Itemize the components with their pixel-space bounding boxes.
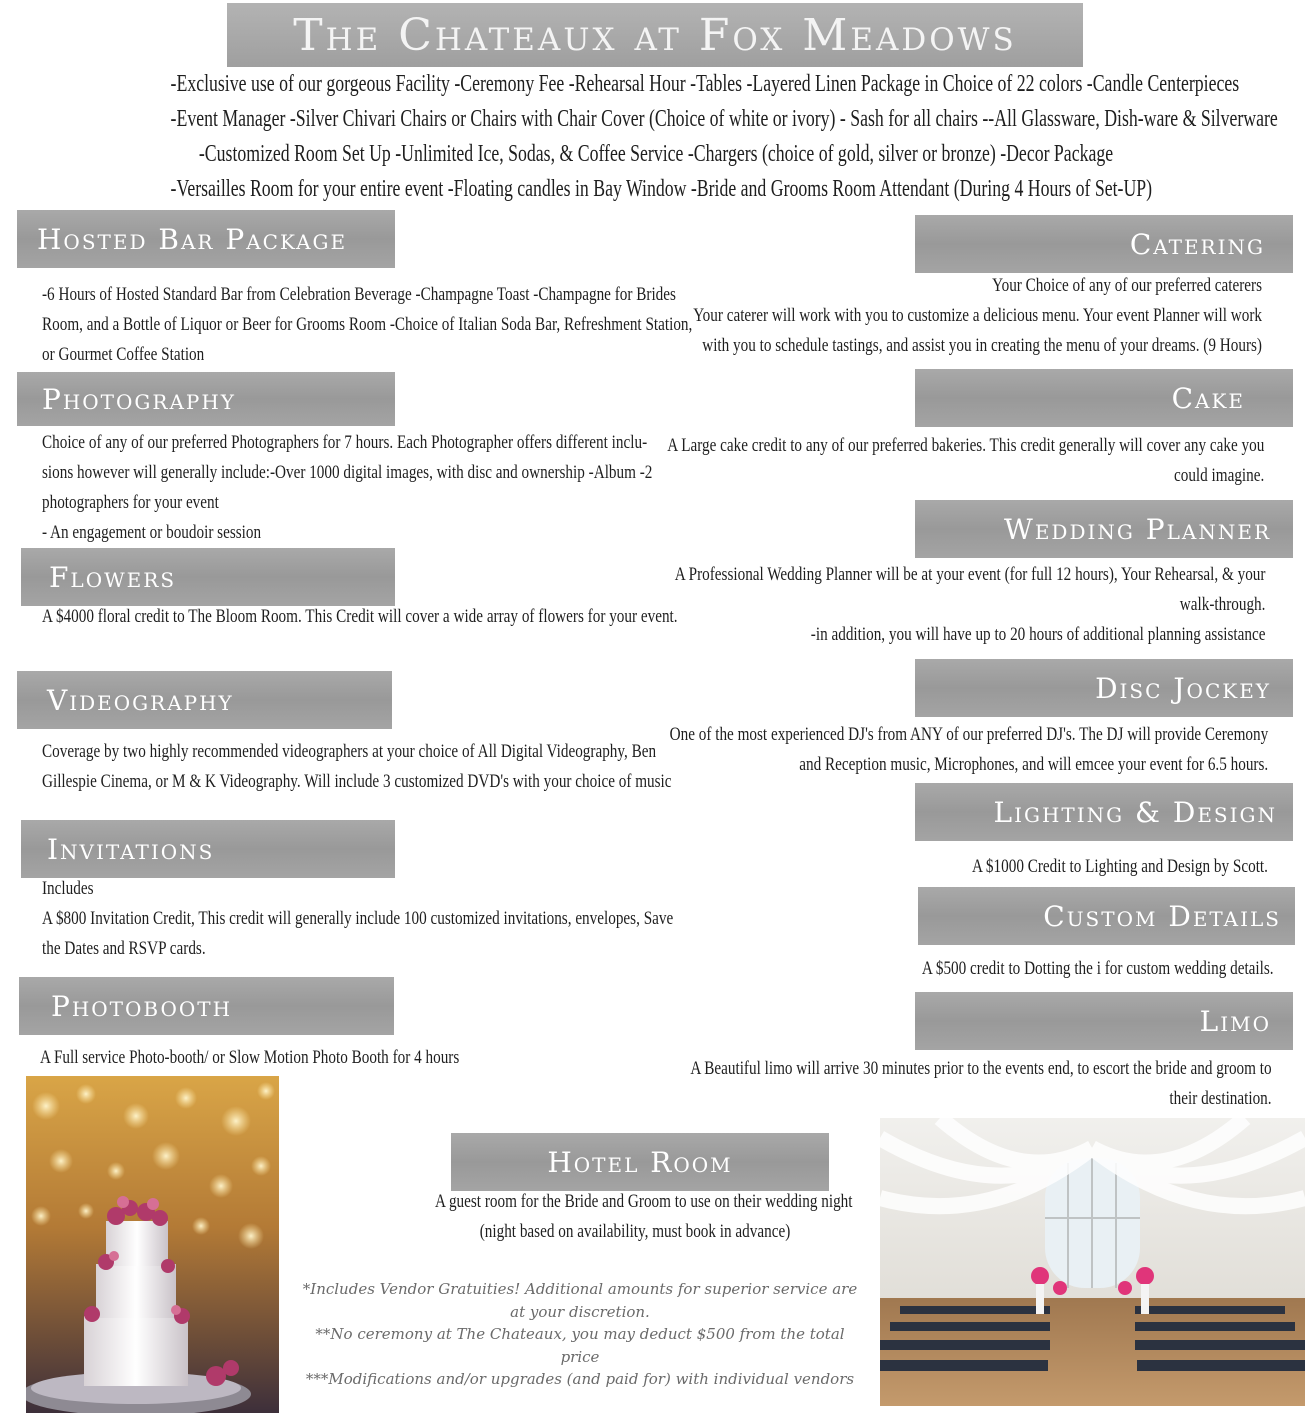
- limo-header: Limo: [915, 992, 1293, 1050]
- catering-header: Catering: [915, 215, 1293, 273]
- videography-text: Coverage by two highly recommended videographers at your choice of All Digital Videography, Ben Gillespie Cinema, or M & K Videography. Will include 3 customized DVD's with your choice of music: [42, 741, 672, 792]
- photography-text: Choice of any of our preferred Photographers for 7 hours. Each Photographer offers different inclu- sions however will generally include:-Over 1000 digital images, with disc and ownership -Album -2 photographers for your event - An engagement or boudoir session: [42, 432, 653, 543]
- hosted-bar-text: -6 Hours of Hosted Standard Bar from Celebration Beverage -Champagne Toast -Champagne for Brides Room, and a Bottle of Liquor or Beer for Grooms Room -Choice of Italian Soda Bar, Refreshment Station, or Gourmet Coffee Station: [42, 284, 693, 365]
- custom-details-text: A $500 credit to Dotting the i for custom wedding details.: [922, 958, 1274, 979]
- hosted-bar-header: Hosted Bar Package: [17, 210, 395, 268]
- page-title: The Chateaux at Fox Meadows: [227, 3, 1083, 67]
- flowers-text: A $4000 floral credit to The Bloom Room. This Credit will cover a wide array of flowers for your event.: [42, 606, 678, 627]
- feature-line: -Customized Room Set Up -Unlimited Ice, Sodas, & Coffee Service -Chargers (choice of gold, silver or bronze) -Decor Package: [198, 141, 1114, 167]
- wedding-planner-text: A Professional Wedding Planner will be at your event (for full 12 hours), Your Rehearsal, & your walk-through. -in addition, you will have up to 20 hours of additional planning assistance: [674, 564, 1265, 645]
- videography-header: Videography: [17, 671, 392, 729]
- custom-details-header: Custom Details: [918, 887, 1295, 945]
- lighting-design-header: Lighting & Design: [915, 783, 1293, 841]
- disc-jockey-text: One of the most experienced DJ's from ANY of our preferred DJ's. The DJ will provide Ceremony and Reception music, Microphones, and will emcee your event for 6.5 hours.: [669, 724, 1268, 775]
- feature-line: -Exclusive use of our gorgeous Facility -Ceremony Fee -Rehearsal Hour -Tables -Layered Linen Package in Choice of 22 colors -Candle Centerpieces: [170, 71, 1240, 97]
- wedding-cake-photo: [26, 1076, 279, 1413]
- hotel-room-header: Hotel Room: [451, 1133, 829, 1191]
- footnotes: *Includes Vendor Gratuities! Additional amounts for superior service are at your discretion. **No ceremony at The Chateaux, you may deduct $500 from the total price ***Modifications and/or upgrades (and paid for) with individual vendors: [302, 1280, 858, 1388]
- feature-line: -Versailles Room for your entire event -Floating candles in Bay Window -Bride and Grooms Room Attendant (During 4 Hours of Set-UP): [170, 176, 1153, 202]
- photobooth-text: A Full service Photo-booth/ or Slow Motion Photo Booth for 4 hours: [40, 1047, 460, 1068]
- photobooth-header: Photobooth: [19, 977, 394, 1035]
- disc-jockey-header: Disc Jockey: [915, 659, 1293, 717]
- feature-line: -Event Manager -Silver Chivari Chairs or Chairs with Chair Cover (Choice of white or ivory) - Sash for all chairs --All Glassware, Dish-ware & Silverware: [170, 106, 1278, 132]
- flowers-header: Flowers: [21, 548, 395, 606]
- wedding-planner-header: Wedding Planner: [915, 500, 1293, 558]
- photography-header: Photography: [17, 372, 395, 426]
- invitations-text: Includes A $800 Invitation Credit, This credit will generally include 100 customized invitations, envelopes, Save the Dates and RSVP cards.: [42, 878, 674, 959]
- cake-text: A Large cake credit to any of our preferred bakeries. This credit generally will cover any cake you could imagine.: [666, 435, 1264, 486]
- ceremony-hall-photo: [880, 1118, 1305, 1406]
- cake-header: Cake: [915, 369, 1293, 427]
- limo-text: A Beautiful limo will arrive 30 minutes prior to the events end, to escort the bride and groom to their destination.: [690, 1058, 1272, 1109]
- hotel-room-text: A guest room for the Bride and Groom to use on their wedding night (night based on availability, must book in advance): [435, 1191, 853, 1242]
- lighting-design-text: A $1000 Credit to Lighting and Design by Scott.: [972, 856, 1268, 877]
- invitations-header: Invitations: [21, 820, 395, 878]
- catering-text: Your Choice of any of our preferred caterers Your caterer will work with you to customize a delicious menu. Your event Planner will work with you to schedule tastings, and assist you in creating the menu of your dreams. (9 Hours): [693, 275, 1262, 356]
